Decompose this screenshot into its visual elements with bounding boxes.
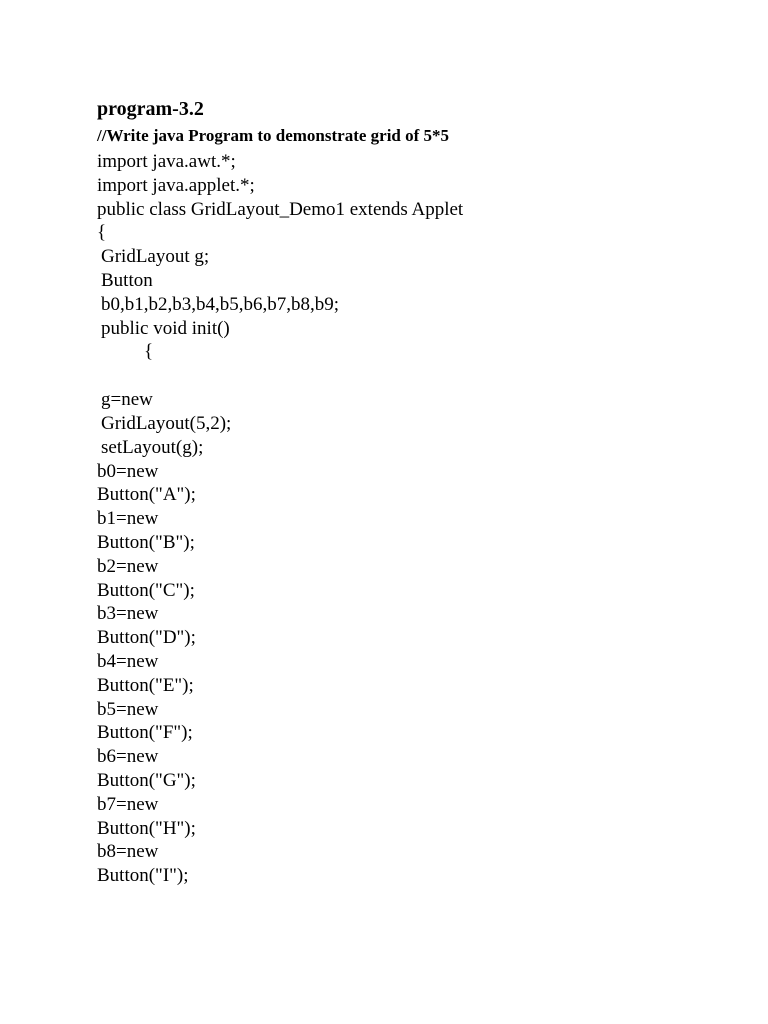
code-line-b7-assign: b7=new — [97, 793, 159, 815]
code-line-b0-assign: b0=new — [97, 460, 159, 482]
document-page — [97, 96, 717, 888]
code-line-method-declaration: public void init() — [101, 317, 230, 339]
code-line-b6-assign: b6=new — [97, 746, 159, 768]
code-line-g-constructor: GridLayout(5,2); — [101, 412, 232, 434]
code-line-b3-constructor: Button("D"); — [97, 627, 196, 649]
code-line-b3-assign: b3=new — [97, 603, 159, 625]
code-line-field-button-names: b0,b1,b2,b3,b4,b5,b6,b7,b8,b9; — [101, 293, 340, 315]
program-comment: //Write java Program to demonstrate grid of 5*5 — [97, 126, 450, 145]
code-line-b5-assign: b5=new — [97, 698, 159, 720]
code-line-b2-constructor: Button("C"); — [97, 579, 195, 601]
code-line-class-declaration: public class GridLayout_Demo1 extends Applet — [97, 198, 464, 220]
blank-line — [97, 364, 717, 388]
code-line-b6-constructor: Button("G"); — [97, 769, 196, 791]
code-line-b1-constructor: Button("B"); — [97, 531, 195, 553]
code-line-g-assign: g=new — [101, 389, 153, 411]
code-line-b7-constructor: Button("H"); — [97, 817, 196, 839]
code-line-import-applet: import java.applet.*; — [97, 174, 255, 196]
code-line-import-awt: import java.awt.*; — [97, 151, 236, 172]
code-line-b4-assign: b4=new — [97, 650, 159, 672]
code-line-set-layout: setLayout(g); — [101, 436, 204, 458]
code-line-method-open-brace: { — [144, 341, 154, 363]
code-line-field-button-type: Button — [101, 269, 153, 291]
code-line-class-open-brace: { — [97, 222, 107, 244]
code-line-field-gridlayout: GridLayout g; — [101, 246, 210, 268]
program-title: program-3.2 — [97, 98, 204, 120]
code-line-b1-assign: b1=new — [97, 508, 159, 530]
code-line-b5-constructor: Button("F"); — [97, 722, 193, 744]
code-line-b8-assign: b8=new — [97, 841, 159, 863]
code-line-b0-constructor: Button("A"); — [97, 484, 196, 506]
code-line-b4-constructor: Button("E"); — [97, 674, 194, 696]
code-line-b8-constructor: Button("I"); — [97, 865, 189, 887]
code-line-b2-assign: b2=new — [97, 555, 159, 577]
